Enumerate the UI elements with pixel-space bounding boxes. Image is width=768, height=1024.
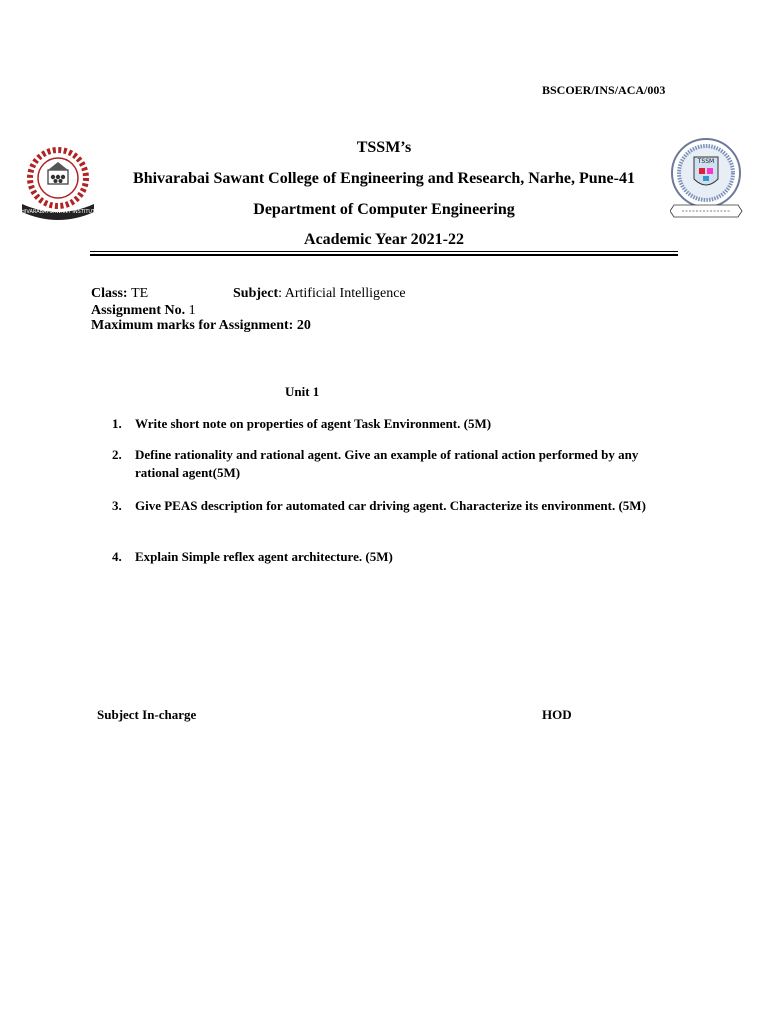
question-number: 4. [112,549,122,564]
college-name: Bhivarabai Sawant College of Engineering and Research, Narhe, Pune-41 [133,170,635,187]
header-divider-thin [90,251,678,252]
class-info [91,286,148,302]
academic-year: Academic Year 2021-22 [304,231,464,248]
department-name: Department of Computer Engineering [253,201,515,218]
subject-value: : Artificial Intelligence [278,286,406,301]
class-label: Class: [91,286,132,301]
question-number: 3. [112,498,122,513]
document-code: BSCOER/INS/ACA/003 [542,83,666,97]
assignment-info [91,303,196,319]
trust-name: TSSM’s [356,139,412,156]
right-logo-text: TSSM [697,158,715,165]
signature-hod: HOD [542,707,572,722]
question-text: Write short note on properties of agent Task Environment. (5M) [135,416,492,431]
question-number: 2. [112,447,122,462]
question-number: 1. [112,416,122,431]
left-logo-text: BHIVARABAI SAWANT INSTITUTE [18,209,98,215]
header-divider-thick [90,254,678,256]
max-marks-value: 20 [296,318,311,333]
assignment-value: 1 [188,303,196,318]
max-marks-label: Maximum marks for Assignment: [91,318,297,333]
question-text: Define rationality and rational agent. Give an example of rational action performed by any rational agent(5M) [135,447,639,480]
question-text: Give PEAS description for automated car driving agent. Characterize its environment. (5M) [135,498,646,513]
class-value: TE [131,286,149,301]
subject-info [233,286,406,302]
unit-heading: Unit 1 [285,384,320,399]
max-marks-info [91,318,311,334]
question-text: Explain Simple reflex agent architecture. (5M) [135,549,393,564]
subject-label: Subject [233,286,279,301]
assignment-label: Assignment No. [91,303,189,318]
signature-subject-incharge: Subject In-charge [97,707,197,722]
